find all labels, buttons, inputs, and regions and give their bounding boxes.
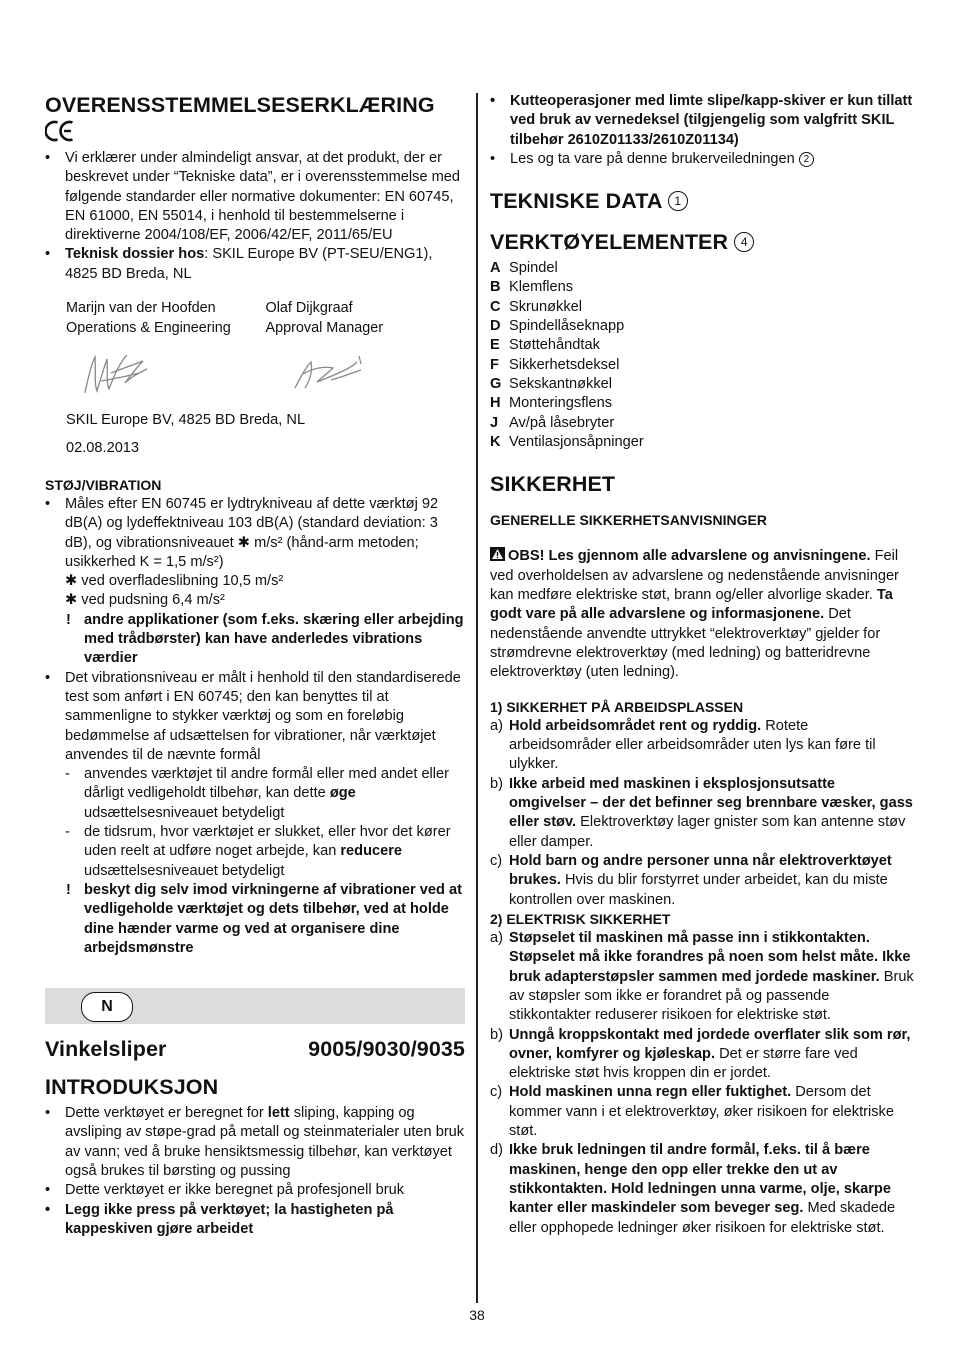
safety-title: SIKKERHET	[490, 472, 616, 497]
figure-ref-2: 2	[799, 152, 814, 167]
ce-mark-icon	[45, 117, 465, 147]
element-item: G Sekskantnøkkel	[490, 375, 613, 392]
safety-warning-intro: OBS! Les gjennom alle advarslene og anvisningene. Feil ved overholdelsen av advarslene og nedenstående anvisninger kan medføre elektriske støt, brann og/eller alvorlige skader. Ta godt vare på alle advarslene og informasjonene. Det nedenstående anvendte uttrykket “elektroverktøy” gjelder for strømdrevne elektroverktøy (med ledning) og batteridrevne elektroverktøy (uten ledning).	[490, 548, 899, 681]
technical-file-bullet: • Teknisk dossier hos: SKIL Europe BV (PT-SEU/ENG1), 4825 BD Breda, NL	[45, 245, 465, 284]
vibration-value-2: ✱ ved pudsning 6,4 m/s²	[65, 592, 225, 609]
element-item: F Sikkerhetsdeksel	[490, 356, 620, 373]
element-item: B Klemflens	[490, 279, 574, 296]
cutting-bullet: • Kutteoperasjoner med limte slipe/kapp-skiver er kun tillatt ved bruk av vernedeksel (tilgjengelig som valgfritt SKIL tilbehør 2610Z01133/2610Z01134)	[490, 92, 914, 150]
column-divider	[476, 93, 478, 1303]
page-number: 38	[469, 1307, 485, 1323]
warning-triangle-icon	[490, 547, 505, 561]
electrical-safety-heading: 2) ELEKTRISK SIKKERHET	[490, 910, 671, 927]
signatures	[45, 338, 465, 408]
elements-list	[490, 259, 914, 452]
right-column	[490, 92, 914, 1238]
signatory-2: Olaf Dijkgraaf Approval Manager	[265, 300, 384, 336]
noise-bullet-2: • Det vibrationsniveau er målt i henhold til den standardiserede test som anført i EN 60745; den kan benyttes til at sammenligne to stykker værktøj og som en foreløbig bedømmelse af udsættelsen for vibrationer, når værktøjet anvendes til de nævnte formål	[45, 669, 465, 765]
vibration-value-1: ✱ ved overfladeslibning 10,5 m/s²	[65, 573, 284, 590]
workplace-item-a: a) Hold arbeidsområdet rent og ryddig. Rotete arbeidsområder eller arbeidsområder uten lys kan føre til ulykker.	[490, 717, 876, 773]
workplace-item-c: c) Hold barn og andre personer unna når elektroverktøyet brukes. Hvis du blir forstyrret under arbeidet, kan du miste kontrollen over maskinen.	[490, 852, 892, 908]
intro-bullet-1: • Dette verktøyet er beregnet for lett sliping, kapping og avsliping av støpe-grad på metall og steinmaterialer uten bruk av vann; ved å bruke hensiktsmessig tilbehør, kan verktøyet også brukes til børsting og pussing	[45, 1104, 465, 1181]
introduction-title: INTRODUKSJON	[45, 1075, 219, 1100]
signatories	[45, 299, 465, 338]
figure-ref-1: 1	[668, 191, 688, 211]
product-title-row	[45, 1036, 465, 1062]
intro-bullet-3: • Legg ikke press på verktøyet; la hastigheten på kappeskiven gjøre arbeidet	[45, 1201, 465, 1240]
vibration-warning-1: ! andre applikationer (som f.eks. skæring eller arbejding med trådbørster) kan have anderledes vibrations værdier	[45, 611, 465, 669]
product-name: Vinkelsliper	[45, 1037, 167, 1062]
element-item: C Skrunøkkel	[490, 298, 582, 315]
declaration-title: OVERENSSTEMMELSESERKLÆRING	[45, 93, 435, 117]
workplace-safety-heading: 1) SIKKERHET PÅ ARBEIDSPLASSEN	[490, 698, 744, 715]
left-column	[45, 92, 465, 1239]
language-badge: N	[81, 992, 133, 1022]
intro-bullet-2: • Dette verktøyet er ikke beregnet på profesjonell bruk	[45, 1181, 465, 1200]
general-safety-heading: GENERELLE SIKKERHETSANVISNINGER	[490, 512, 767, 529]
element-item: E Støttehåndtak	[490, 337, 600, 354]
electrical-item-b: b) Unngå kroppskontakt med jordede overflater slik som rør, ovner, komfyrer og kjøleskap. Det er større fare ved elektriske støt hvis kroppen din er jordet.	[490, 1026, 911, 1082]
signature-2-icon	[291, 348, 371, 398]
workplace-item-b: b) Ikke arbeid med maskinen i eksplosjonsutsatte omgivelser – der det befinner seg brennbare væsker, gass eller støv. Elektroverktøy lager gnister som kan antenne støv eller damper.	[490, 775, 913, 850]
declaration-date: 02.08.2013	[66, 440, 140, 457]
vibration-warning-2: ! beskyt dig selv imod virkningerne af vibrationer ved at vedligeholde værktøjet og dets tilbehør, ved at holde dine hænder varme og ved at organisere dine arbejdsmønstre	[45, 881, 465, 958]
element-item: D Spindellåseknapp	[490, 318, 625, 335]
technical-data-title: TEKNISKE DATA 1	[490, 188, 914, 214]
manual-bullet: • Les og ta vare på denne brukerveiledningen 2	[490, 150, 914, 169]
company-address: SKIL Europe BV, 4825 BD Breda, NL	[66, 412, 306, 429]
electrical-item-a: a) Støpselet til maskinen må passe inn i stikkontakten. Støpselet må ikke forandres på noen som helst måte. Ikke bruk adapterstøpsler sammen med jordede maskiner. Bruk av støpsler som ikke er forandret på og passende stikkontakter reduserer risikoen for elektriske støt.	[490, 930, 914, 1024]
noise-bullet-1: • Måles efter EN 60745 er lydtrykniveau af dette værktøj 92 dB(A) og lydeffektniveau 103 dB(A) (standard deviation: 3 dB), og vibrationsniveauet ✱ m/s² (hånd-arm metoden; usikkerhed K = 1,5 m/s²)	[45, 495, 465, 572]
vibration-dash-1: - anvendes værktøjet til andre formål eller med andet eller dårligt vedligeholdt tilbehør, kan dette øge udsættelsesniveauet betydeligt	[45, 765, 465, 823]
product-models: 9005/9030/9035	[308, 1037, 465, 1062]
tool-elements-title: VERKTØYELEMENTER 4	[490, 229, 914, 255]
declaration-bullet: • Vi erklærer under almindeligt ansvar, at det produkt, der er beskrevet under “Tekniske data”, er i overensstemmelse med følgende standarder eller normative dokumenter: EN 60745, EN 61000, EN 55014, i henhold til bestemmelserne i direktiverne 2004/108/EF, 2006/42/EF, 2011/65/EU	[45, 149, 465, 245]
element-item: A Spindel	[490, 260, 558, 277]
vibration-dash-2: - de tidsrum, hvor værktøjet er slukket, eller hvor det kører uden reelt at udføre noget arbejde, kan reducere udsættelsesniveauet betydeligt	[45, 823, 465, 881]
element-item: K Ventilasjonsåpninger	[490, 433, 644, 450]
noise-vibration-heading: STØJ/VIBRATION	[45, 476, 162, 493]
electrical-item-d: d) Ikke bruk ledningen til andre formål, f.eks. til å bære maskinen, henge den opp eller trekke den ut av stikkontakten. Hold ledningen unna varme, olje, skarpe kanter eller maskindeler som beveger seg. Med skadede eller opphopede ledninger øker risikoen for elektriske støt.	[490, 1142, 896, 1236]
language-bar	[45, 988, 465, 1024]
electrical-item-c: c) Hold maskinen unna regn eller fuktighet. Dersom det kommer vann i et elektroverktøy, øker risikoen for elektriske støt.	[490, 1084, 894, 1140]
signature-1-icon	[81, 343, 161, 403]
element-item: H Monteringsflens	[490, 395, 613, 412]
element-item: J Av/på låsebryter	[490, 414, 615, 431]
signatory-1: Marijn van der Hoofden Operations & Engineering	[66, 300, 231, 336]
figure-ref-4: 4	[734, 232, 754, 252]
